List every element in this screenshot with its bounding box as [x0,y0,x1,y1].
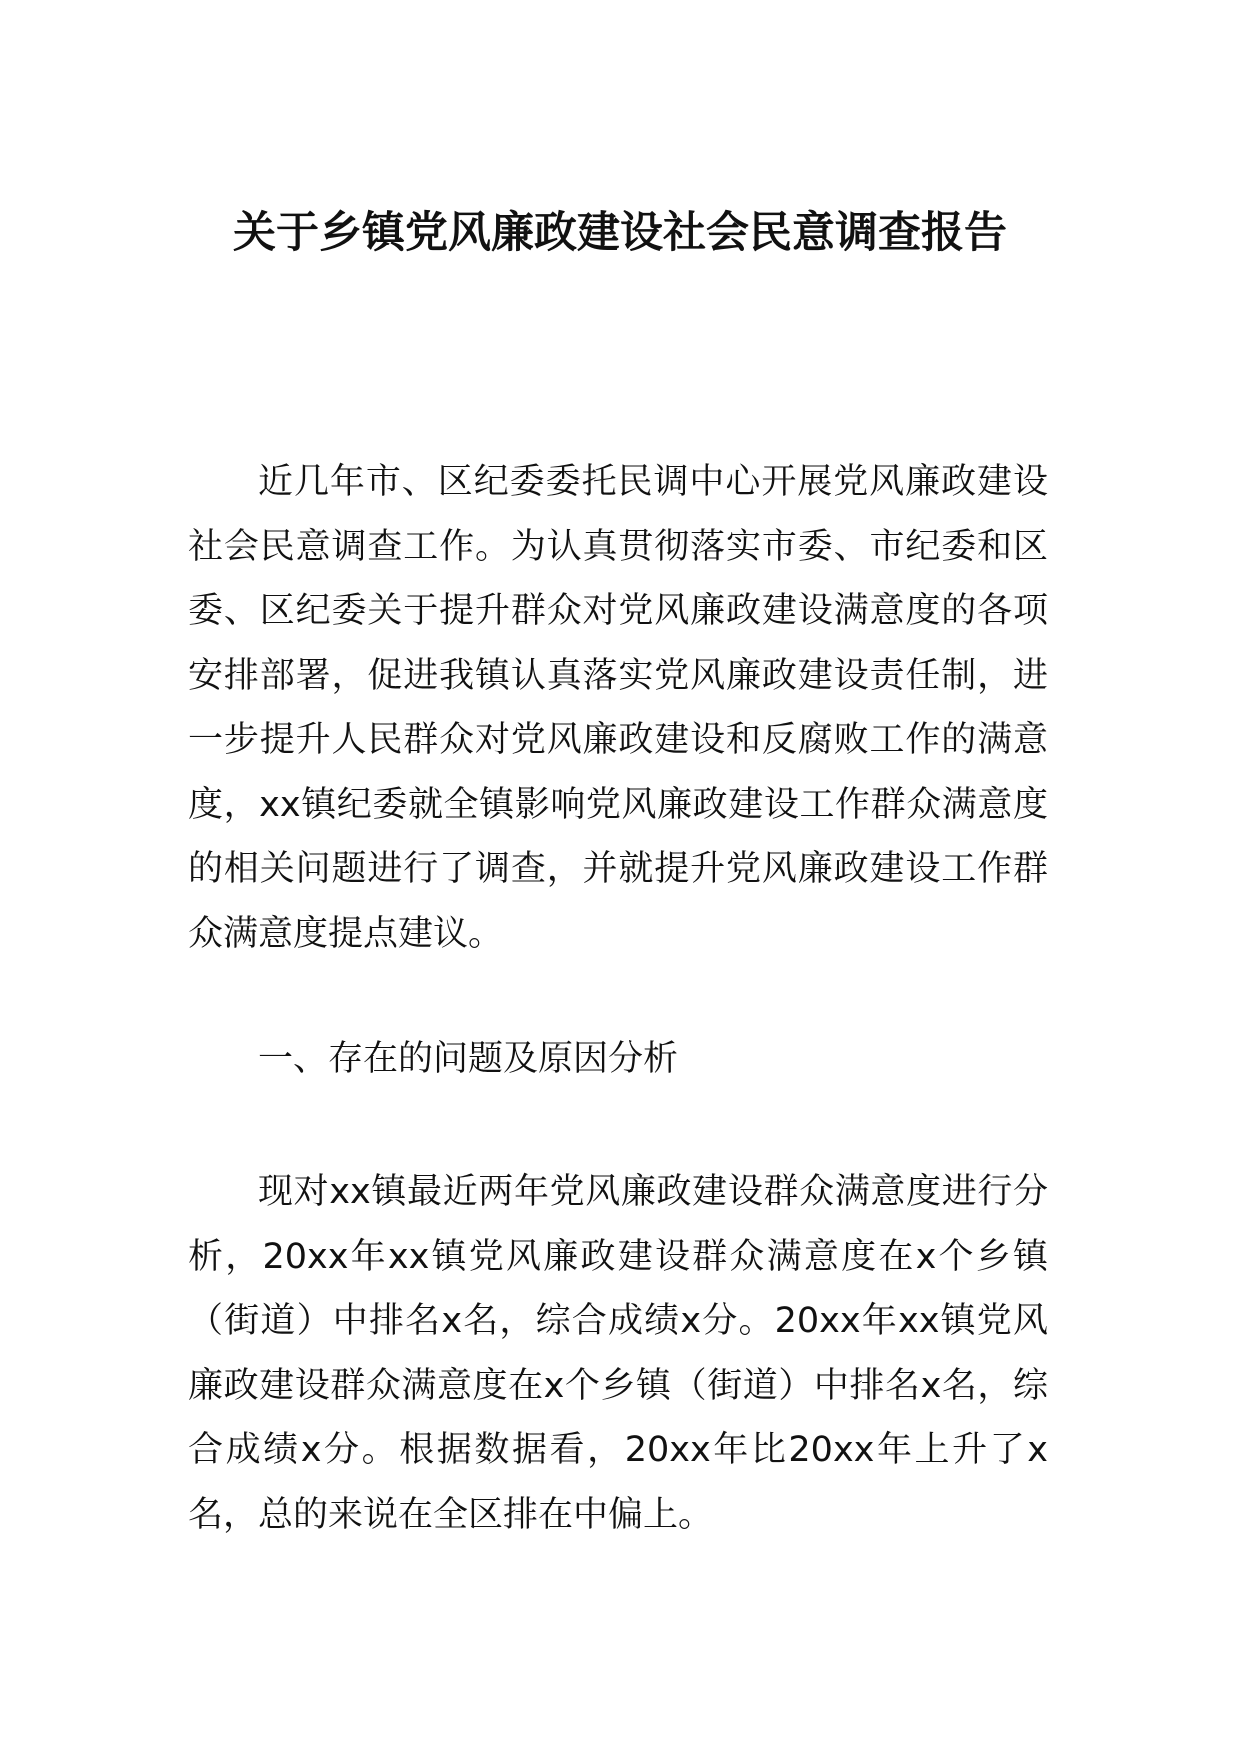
intro-paragraph: 近几年市、区纪委委托民调中心开展党风廉政建设社会民意调查工作。为认真贯彻落实市委、市纪委和区委、区纪委关于提升群众对党风廉政建设满意度的各项安排部署，促进我镇认真落实党风廉政建设责任制，进一步提升人民群众对党风廉政建设和反腐败工作的满意度，xx镇纪委就全镇影响党风廉政建设工作群众满意度的相关问题进行了调查，并就提升党风廉政建设工作群众满意度提点建议。 [188,462,1048,954]
section-heading: 一、存在的问题及原因分析 [258,1039,679,1079]
document-title: 关于乡镇党风廉政建设社会民意调查报告 [233,208,1007,258]
analysis-paragraph: 现对xx镇最近两年党风廉政建设群众满意度进行分析，20xx年xx镇党风廉政建设群众满意度在x个乡镇（街道）中排名x名，综合成绩x分。20xx年xx镇党风廉政建设群众满意度在x个乡镇（街道）中排名x名，综合成绩x分。根据数据看，20xx年比20xx年上升了x名，总的来说在全区排在中偏上。 [188,1172,1048,1535]
